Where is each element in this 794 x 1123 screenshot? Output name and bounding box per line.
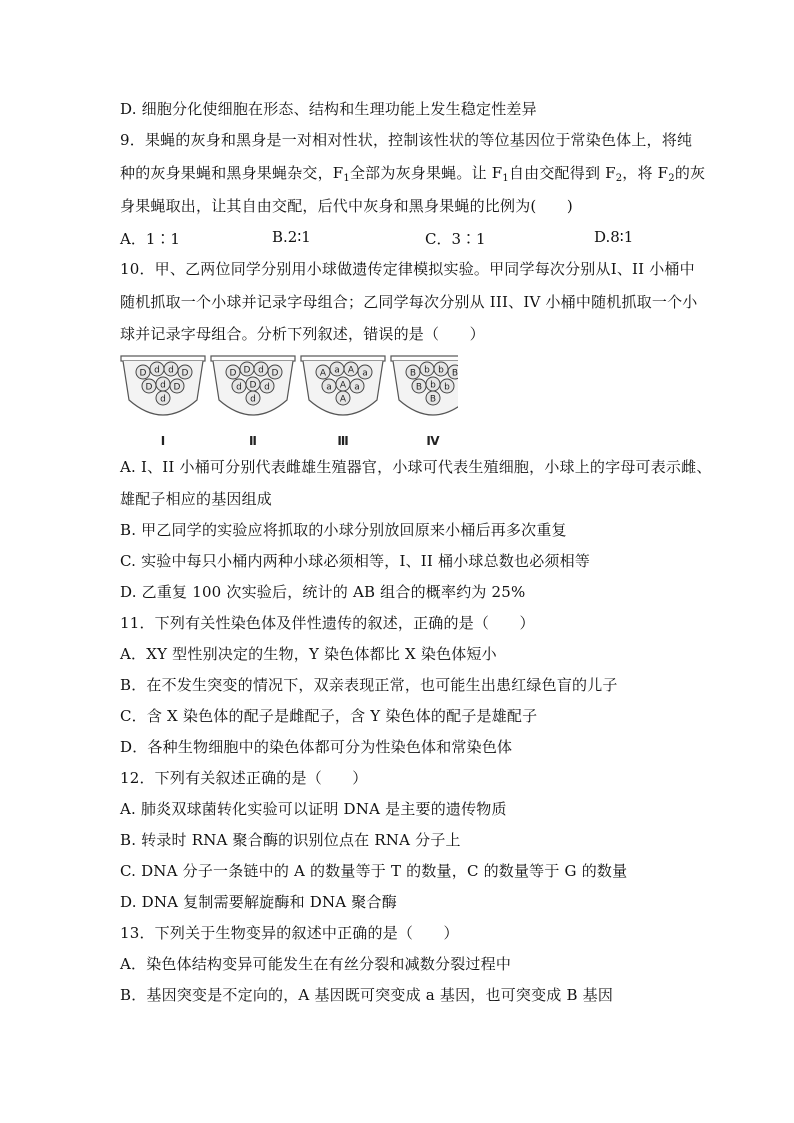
ball-label: d: [154, 365, 160, 376]
ball-label: d: [160, 380, 166, 391]
ball-label: D: [229, 368, 237, 379]
q10-stem-line1: 10．甲、乙两位同学分别用小球做遗传定律模拟实验。甲同学每次分别从Ⅰ、II 小桶中: [120, 260, 695, 278]
bucket-rim: [211, 356, 295, 361]
bucket-rim: [121, 356, 205, 361]
bucket-4: [391, 356, 458, 448]
q9-option-c: C．3∶1: [425, 230, 486, 248]
q9-stem-text: 种的灰身果蝇和黑身果蝇杂交，F: [120, 164, 344, 182]
q12-option-c: C. DNA 分子一条链中的 A 的数量等于 T 的数量，C 的数量等于 G 的数量: [120, 862, 628, 880]
q10-stem-line3: 球并记录字母组合。分析下列叙述，错误的是（ ）: [120, 325, 485, 343]
ball-label: D: [249, 380, 257, 391]
q9-stem-text: 自由交配得到 F: [508, 164, 616, 182]
bucket-rim: [391, 356, 458, 361]
q12-stem: 12．下列有关叙述正确的是（ ）: [120, 769, 368, 787]
ball-label: D: [243, 365, 251, 376]
ball-label: B: [451, 368, 458, 379]
q11-option-b: B．在不发生突变的情况下，双亲表现正常，也可能生出患红绿色盲的儿子: [120, 676, 618, 694]
q11-stem: 11．下列有关性染色体及伴性遗传的叙述，正确的是（ ）: [120, 614, 535, 632]
ball-label: a: [362, 368, 368, 379]
ball-label: B: [415, 382, 423, 393]
q13-option-a: A．染色体结构变异可能发生在有丝分裂和减数分裂过程中: [120, 955, 512, 973]
q9-stem-text: 全部为灰身果蝇。让 F: [349, 164, 503, 182]
ball-label: d: [168, 365, 174, 376]
q9-option-b: B.2∶1: [272, 228, 311, 246]
ball-label: a: [326, 382, 332, 393]
ball-label: A: [347, 365, 355, 376]
ball-label: a: [354, 382, 360, 393]
ball-label: b: [438, 365, 444, 376]
ball-label: A: [339, 380, 347, 391]
q10-option-a-line2: 雄配子相应的基因组成: [120, 490, 273, 508]
q10-option-c: C. 实验中每只小桶内两种小球必须相等，Ⅰ、II 桶小球总数也必须相等: [120, 552, 591, 570]
ball-label: b: [424, 365, 430, 376]
bucket-label: Ⅲ: [337, 434, 349, 448]
ball-label: a: [334, 365, 340, 376]
subscript: 1: [502, 173, 509, 184]
ball-label: d: [160, 394, 166, 405]
q9-stem-line2: [120, 163, 705, 183]
q11-option-c: C．含 X 染色体的配子是雌配子，含 Y 染色体的配子是雄配子: [120, 707, 538, 725]
q10-option-d: D. 乙重复 100 次实验后，统计的 AB 组合的概率约为 25%: [120, 583, 526, 601]
q9-stem-text: 的灰: [674, 164, 706, 182]
bucket-label: Ⅰ: [160, 434, 166, 448]
q11-option-d: D．各种生物细胞中的染色体都可分为性染色体和常染色体: [120, 738, 513, 756]
ball-label: d: [250, 394, 256, 405]
q9-stem-line3: 身果蝇取出，让其自由交配，后代中灰身和黑身果蝇的比例为( ): [120, 197, 573, 215]
q13-option-b: B．基因突变是不定向的，A 基因既可突变成 a 基因，也可突变成 B 基因: [120, 986, 614, 1004]
q9-stem-text: ，将 F: [622, 164, 669, 182]
ball-label: b: [444, 382, 450, 393]
subscript: 2: [668, 173, 675, 184]
q9-options: [120, 228, 680, 248]
q9-stem-line1: 9．果蝇的灰身和黑身是一对相对性状，控制该性状的等位基因位于常染色体上，将纯: [120, 131, 693, 149]
q8-option-d: D. 细胞分化使细胞在形态、结构和生理功能上发生稳定性差异: [120, 100, 537, 118]
bucket-3: [301, 356, 385, 448]
q9-option-d: D.8∶1: [594, 228, 634, 246]
ball-label: D: [271, 368, 279, 379]
ball-label: D: [173, 382, 181, 393]
ball-label: D: [145, 382, 153, 393]
bucket-label: Ⅳ: [426, 434, 440, 448]
q12-option-a: A. 肺炎双球菌转化实验可以证明 DNA 是主要的遗传物质: [120, 800, 507, 818]
q12-option-d: D. DNA 复制需要解旋酶和 DNA 聚合酶: [120, 893, 397, 911]
q13-stem: 13．下列关于生物变异的叙述中正确的是（ ）: [120, 924, 459, 942]
ball-label: b: [430, 380, 436, 391]
q12-option-b: B. 转录时 RNA 聚合酶的识别位点在 RNA 分子上: [120, 831, 461, 849]
q9-option-a: A．1∶1: [120, 230, 180, 248]
ball-label: B: [409, 368, 417, 379]
ball-label: d: [258, 365, 264, 376]
bucket-rim: [301, 356, 385, 361]
q10-stem-line2: 随机抓取一个小球并记录字母组合；乙同学每次分别从 III、IV 小桶中随机抓取一个小: [120, 293, 698, 311]
q11-option-a: A．XY 型性别决定的生物，Y 染色体都比 X 染色体短小: [120, 645, 497, 663]
bucket-2: [211, 356, 295, 448]
ball-label: B: [429, 394, 437, 405]
ball-label: D: [139, 368, 147, 379]
subscript: 1: [343, 173, 350, 184]
ball-label: D: [181, 368, 189, 379]
ball-label: d: [264, 382, 270, 393]
ball-label: d: [236, 382, 242, 393]
bucket-label: Ⅱ: [249, 434, 257, 448]
bucket-1: [121, 356, 205, 448]
subscript: 2: [615, 173, 623, 184]
q10-option-a-line1: A. Ⅰ、II 小桶可分别代表雌雄生殖器官，小球可代表生殖细胞，小球上的字母可表示雌、: [120, 458, 712, 476]
q10-option-b: B. 甲乙同学的实验应将抓取的小球分别放回原来小桶后再多次重复: [120, 521, 567, 539]
ball-label: A: [319, 368, 327, 379]
ball-label: A: [339, 394, 347, 405]
bucket-figure: [118, 352, 458, 452]
